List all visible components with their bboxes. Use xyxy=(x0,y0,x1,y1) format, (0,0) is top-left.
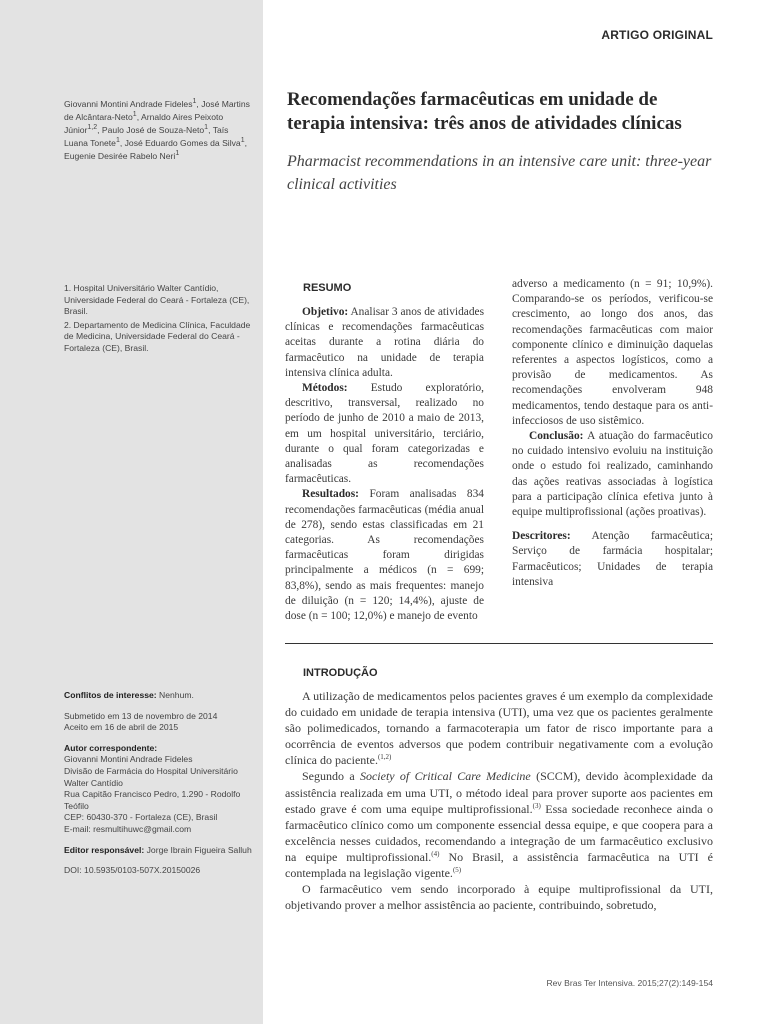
author: Arnaldo Aires Peixoto Júnior$^{1,2}$, xyxy=(64,112,224,135)
submission-dates: Submetido em 13 de novembro de 2014 Aceito em 16 de abril de 2015 xyxy=(64,710,218,733)
section-label: ARTIGO ORIGINAL xyxy=(601,28,713,42)
affiliations xyxy=(64,283,252,356)
citation[interactable]: (3) xyxy=(532,801,541,810)
abstract-objective: Objetivo: Analisar 3 anos de atividades clínicas e recomendações farmacêuticas aceitas durante a rotina diária do farmacêutico na unidade de terapia intensiva clínica adulta. xyxy=(285,306,485,379)
email-link[interactable]: E-mail: resmultihuwc@gmail.com xyxy=(64,823,192,834)
article-metadata xyxy=(64,690,254,886)
corresponding-author: Autor correspondente: Giovanni Montini Andrade Fideles Divisão de Farmácia do Hospital Universitário Walter Cantídio Rua Capitão Francisco Pedro, 1.290 - Rodolfo Teófilo CEP: 60430-370 - Fortaleza (CE), Brasil E-mail: resmultihuwc@gmail.com xyxy=(64,742,241,834)
abstract-column-right xyxy=(512,277,713,590)
citation[interactable]: (5) xyxy=(452,866,462,875)
intro-paragraph-1: A utilização de medicamentos pelos pacientes graves é um exemplo da complexidade do cuidado em unidade de terapia intensiva (UTI), uma vez que os pacientes geralmente são polimedicados, tornando a farmacoterapia um fator de risco importante para a ocorrência de eventos adversos que podem contribuir negativamente com a evolução clínica do paciente.$^{(1,2)}$ xyxy=(285,689,713,768)
title-portuguese: Recomendações farmacêuticas em unidade de terapia intensiva: três anos de atividades clínicas xyxy=(287,89,682,134)
conflicts-of-interest: Conflitos de interesse: Nenhum. xyxy=(64,690,194,700)
responsible-editor: Editor responsável: Jorge Ibrain Figueira Salluh xyxy=(64,844,252,855)
citation[interactable]: (4) xyxy=(431,849,440,858)
author: Eugenie Desirée Rabelo Neri$^1$ xyxy=(64,150,180,161)
title-english: Pharmacist recommendations in an intensive care unit: three-year clinical activities xyxy=(287,153,712,193)
author: José Eduardo Gomes da Silva$^1$, xyxy=(124,137,248,148)
author-list xyxy=(64,98,252,163)
author: José Martins de Alcântara-Neto$^1$, xyxy=(64,99,250,122)
doi[interactable]: DOI: 10.5935/0103-507X.20150026 xyxy=(64,865,201,876)
affiliation-2: 2. Departamento de Medicina Clínica, Faculdade de Medicina, Universidade Federal do Ceará - Fortaleza (CE), Brasil. xyxy=(64,319,251,353)
author: Paulo José de Souza-Neto$^1$, xyxy=(101,124,213,135)
abstract-results: Resultados: Foram analisadas 834 recomendações farmacêuticas (média anual de 278), sendo estas classificadas em 21 categorias. As recomendações farmacêuticas foram dirigidas principalmente a médicos (n = 699; 83,8%), sendo as mais frequentes: manejo de diluição (n = 120; 14,4%), ajuste de dose (n = 100; 12,0%) e manejo de evento xyxy=(285,488,484,623)
abstract-descriptors: Descritores: Atenção farmacêutica; Serviço de farmácia hospitalar; Farmacêuticos; Unidades de terapia intensiva xyxy=(512,530,713,588)
abstract-heading: RESUMO xyxy=(303,282,352,294)
introduction-body xyxy=(285,688,713,913)
abstract-methods: Métodos: Estudo exploratório, descritivo, transversal, realizado no período de junho de 2010 a maio de 2013, em um hospital universitário, terciário, durante o qual foram categorizadas e analisadas as recomendações farmacêuticas. xyxy=(285,382,484,486)
abstract-conclusion: Conclusão: A atuação do farmacêutico no cuidado intensivo evoluiu na instituição onde o estudo foi realizado, caminhando das ações reativas associadas à logística para a participação clínica efetiva junto à equipe multiprofissional (ações proativas). xyxy=(512,430,713,519)
abstract-results-continued: adverso a medicamento (n = 91; 10,9%). Comparando-se os períodos, verificou-se crescimento, ao longo dos anos, das recomendações farmacêuticas com maior componente clínico e diminuição daquelas referentes a aspectos logísticos, como a provisão de medicamentos. As recomendações envolveram 948 medicamentos, tendo destaque para os anti-infecciosos de uso sistêmico. xyxy=(512,278,713,427)
affiliation-1: 1. Hospital Universitário Walter Cantídio, Universidade Federal do Ceará - Fortaleza (CE), Brasil. xyxy=(64,283,250,316)
intro-paragraph-2: Segundo a Society of Critical Care Medicine (SCCM), devido àcomplexidade da assistência realizada em uma UTI, o método ideal para prover suporte aos pacientes em estado grave é com uma equipe multiprofissional.$^{(3)}$ Essa sociedade reconhece ainda o farmacêutico clínico como um componente essencial dessa equipe, e que coopera para a excelência nesses cuidados, recomendando a integração de um farmacêutico exclusivo na equipe multiprofissional.$^{(4)}$ No Brasil, a assistência farmacêutica na UTI é contemplada na legislação vigente.$^{(5)}$ xyxy=(285,769,714,881)
intro-paragraph-3: O farmacêutico vem sendo incorporado à equipe multiprofissional da UTI, objetivando prover a melhor assistência ao paciente, contribuindo, sobretudo, xyxy=(285,882,713,913)
author: Giovanni Montini Andrade Fideles$^1$, xyxy=(64,98,202,109)
section-divider xyxy=(285,643,713,644)
citation[interactable]: (1,2) xyxy=(377,753,392,762)
journal-footer: Rev Bras Ter Intensiva. 2015;27(2):149-154 xyxy=(546,978,713,988)
abstract-column-left xyxy=(285,305,484,624)
introduction-heading: INTRODUÇÃO xyxy=(303,667,378,679)
author: Taís Luana Tonete$^1$, xyxy=(64,125,229,148)
